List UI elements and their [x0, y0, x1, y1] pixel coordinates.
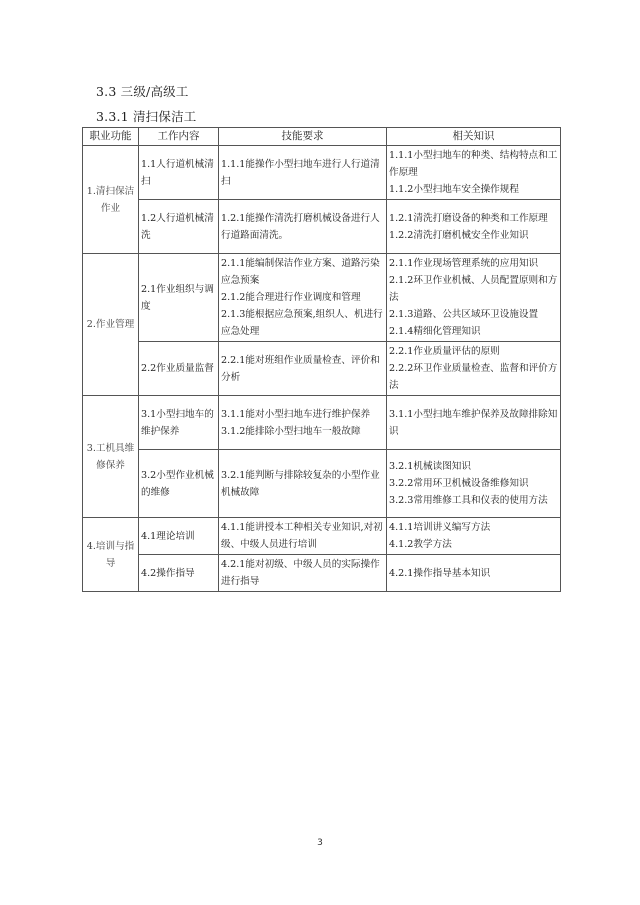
skill-requirements-cell [219, 518, 387, 555]
knowledge-item: 4.1.2教学方法 [389, 539, 452, 550]
knowledge-item: 2.1.2环卫作业机械、人员配置原则和方法 [389, 275, 558, 303]
knowledge-item: 2.1.1作业现场管理系统的应用知识 [389, 258, 539, 269]
table-row [83, 200, 561, 254]
knowledge-item: 2.1.3道路、公共区域环卫设施设置 [389, 309, 539, 320]
skill-item: 2.1.2能合理进行作业调度和管理 [221, 292, 361, 303]
section-heading: 3.3 三级/高级工 [96, 84, 189, 99]
knowledge-item: 2.2.2环卫作业质量检查、监督和评价方法 [389, 363, 558, 391]
work-content-cell: 4.2操作指导 [139, 555, 219, 592]
table-row [83, 254, 561, 342]
work-content-cell: 3.2小型作业机械的维修 [139, 450, 219, 518]
page-number: 3 [317, 838, 323, 848]
occupational-function-cell: 4.培训与指导 [83, 518, 139, 592]
skill-requirements-cell [219, 342, 387, 396]
occupational-function-cell: 3.工机具维修保养 [83, 396, 139, 518]
skill-item: 1.2.1能操作清洗打磨机械设备进行人行道路面清洗。 [221, 212, 380, 241]
skill-item: 4.2.1能对初级、中级人员的实际操作进行指导 [221, 559, 380, 587]
work-content-cell: 2.2作业质量监督 [139, 342, 219, 396]
work-content-cell: 2.1作业组织与调度 [139, 254, 219, 342]
occupational-function-cell: 2.作业管理 [83, 254, 139, 396]
skill-requirements-table [82, 127, 561, 592]
table-header-row [83, 128, 561, 146]
occupational-function-cell: 1.清扫保洁作业 [83, 146, 139, 254]
skill-item: 2.1.3能根据应急预案,组织人、机进行应急处理 [221, 309, 383, 337]
header-skill-requirements: 技能要求 [219, 128, 387, 146]
table-row [83, 555, 561, 592]
work-content-cell: 4.1理论培训 [139, 518, 219, 555]
skill-requirements-cell [219, 254, 387, 342]
knowledge-item: 1.1.1小型扫地车的种类、结构特点和工作原理 [389, 150, 558, 178]
knowledge-item: 3.1.1小型扫地车维护保养及故障排除知识 [389, 408, 558, 437]
skill-requirements-cell [219, 450, 387, 518]
knowledge-item: 1.2.2清洗打磨机械安全作业知识 [389, 229, 529, 241]
related-knowledge-cell [387, 396, 561, 450]
skill-requirements-cell [219, 200, 387, 254]
knowledge-item: 2.2.1作业质量评估的原则 [389, 346, 500, 357]
table-row [83, 342, 561, 396]
skill-requirements-cell [219, 146, 387, 200]
header-related-knowledge: 相关知识 [387, 128, 561, 146]
skill-item: 4.1.1能讲授本工种相关专业知识,对初级、中级人员进行培训 [221, 522, 383, 550]
related-knowledge-cell [387, 450, 561, 518]
skill-item: 3.1.2能排除小型扫地车一般故障 [221, 425, 361, 437]
knowledge-item: 1.2.1清洗打磨设备的种类和工作原理 [389, 212, 548, 224]
knowledge-item: 4.1.1培训讲义编写方法 [389, 522, 491, 533]
header-occupational-function: 职业功能 [83, 128, 139, 146]
related-knowledge-cell [387, 555, 561, 592]
related-knowledge-cell [387, 200, 561, 254]
table-row [83, 518, 561, 555]
header-work-content: 工作内容 [139, 128, 219, 146]
knowledge-item: 4.2.1操作指导基本知识 [389, 567, 491, 579]
related-knowledge-cell [387, 518, 561, 555]
knowledge-item: 3.2.3常用维修工具和仪表的使用方法 [389, 495, 548, 506]
skill-item: 1.1.1能操作小型扫地车进行人行道清扫 [221, 158, 380, 187]
work-content-cell: 1.2人行道机械清洗 [139, 200, 219, 254]
skill-requirements-cell [219, 555, 387, 592]
knowledge-item: 1.1.2小型扫地车安全操作规程 [389, 184, 519, 195]
related-knowledge-cell [387, 254, 561, 342]
table-row [83, 146, 561, 200]
table-row [83, 396, 561, 450]
work-content-cell: 3.1小型扫地车的维护保养 [139, 396, 219, 450]
knowledge-item: 3.2.1机械读图知识 [389, 461, 471, 472]
work-content-cell: 1.1人行道机械清扫 [139, 146, 219, 200]
skill-item: 2.1.1能编制保洁作业方案、道路污染应急预案 [221, 258, 380, 286]
table-row [83, 450, 561, 518]
skill-requirements-cell [219, 396, 387, 450]
knowledge-item: 2.1.4精细化管理知识 [389, 326, 481, 337]
skill-item: 2.2.1能对班组作业质量检查、评价和分析 [221, 354, 380, 383]
table-body [83, 146, 561, 592]
section-subheading: 3.3.1 清扫保洁工 [96, 109, 197, 124]
related-knowledge-cell [387, 342, 561, 396]
skill-item: 3.2.1能判断与排除较复杂的小型作业机械故障 [221, 469, 380, 498]
related-knowledge-cell [387, 146, 561, 200]
skill-item: 3.1.1能对小型扫地车进行维护保养 [221, 408, 371, 420]
knowledge-item: 3.2.2常用环卫机械设备维修知识 [389, 478, 529, 489]
